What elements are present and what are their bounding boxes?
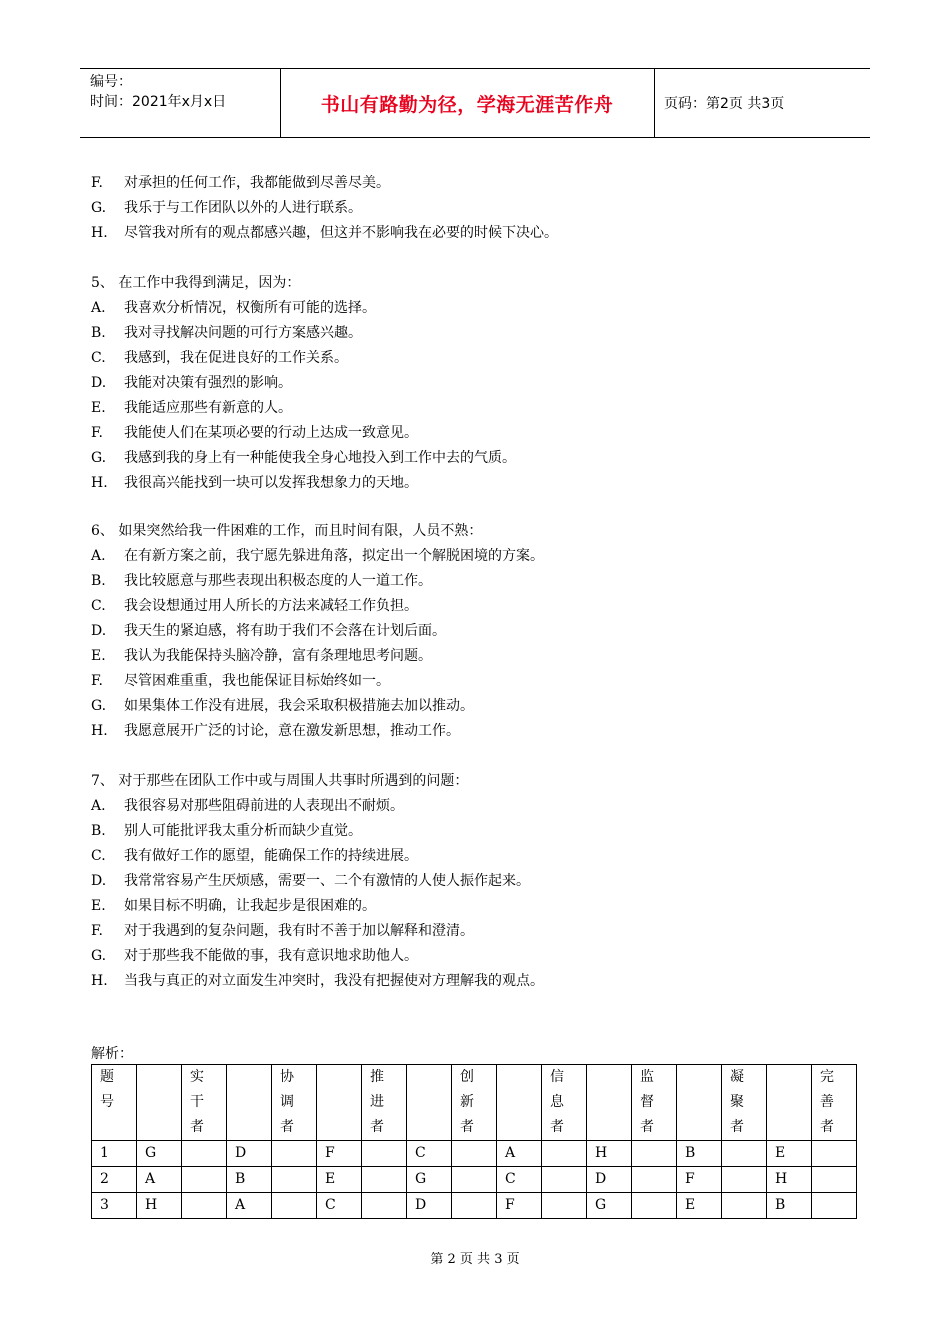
option-label: E. xyxy=(91,648,106,664)
option-line xyxy=(91,920,474,940)
option-label: F. xyxy=(91,425,103,441)
table-cell xyxy=(182,1141,227,1167)
table-cell xyxy=(812,1167,857,1193)
option-line xyxy=(91,447,516,467)
option-text: 对于那些我不能做的事，我有意识地求助他人。 xyxy=(124,948,418,964)
header-cell xyxy=(767,1065,812,1141)
header-text: 信息者 xyxy=(550,1069,564,1135)
option-line xyxy=(91,472,418,492)
option-line xyxy=(91,172,390,192)
option-label: C. xyxy=(91,350,106,366)
question-text: 5、 在工作中我得到满足，因为： xyxy=(91,275,301,291)
table-cell: C xyxy=(497,1167,542,1193)
table-cell: B xyxy=(227,1167,272,1193)
table-cell xyxy=(632,1193,677,1219)
table-cell xyxy=(182,1167,227,1193)
table-cell xyxy=(812,1141,857,1167)
table-cell: B xyxy=(677,1141,722,1167)
table-cell: E xyxy=(677,1193,722,1219)
table-cell xyxy=(542,1193,587,1219)
table-cell xyxy=(362,1193,407,1219)
option-text: 我愿意展开广泛的讨论，意在激发新思想，推动工作。 xyxy=(124,723,460,739)
option-text: 如果目标不明确，让我起步是很困难的。 xyxy=(124,898,376,914)
header-text: 监督者 xyxy=(640,1069,654,1135)
option-text: 别人可能批评我太重分析而缺少直觉。 xyxy=(124,823,362,839)
option-text: 我有做好工作的愿望，能确保工作的持续进展。 xyxy=(124,848,418,864)
table-cell xyxy=(542,1141,587,1167)
table-cell: C xyxy=(407,1141,452,1167)
table-cell: A xyxy=(227,1193,272,1219)
option-line xyxy=(91,795,404,815)
header-text: 推进者 xyxy=(370,1069,384,1135)
header-cell xyxy=(407,1065,452,1141)
option-line xyxy=(91,545,544,565)
table-cell: G xyxy=(407,1167,452,1193)
option-line xyxy=(91,397,292,417)
option-label: D. xyxy=(91,623,107,639)
option-line xyxy=(91,595,418,615)
table-row xyxy=(92,1167,857,1193)
option-line xyxy=(91,372,292,392)
table-cell xyxy=(362,1141,407,1167)
option-label: C. xyxy=(91,598,106,614)
header-cell xyxy=(542,1065,587,1141)
option-label: G. xyxy=(91,450,107,466)
option-label: A. xyxy=(91,300,106,316)
option-label: A. xyxy=(91,548,106,564)
option-text: 我能对决策有强烈的影响。 xyxy=(124,375,292,391)
option-line xyxy=(91,820,362,840)
option-label: G. xyxy=(91,698,107,714)
table-cell: F xyxy=(677,1167,722,1193)
header-cell xyxy=(722,1065,767,1141)
table-cell xyxy=(272,1141,317,1167)
table-cell: F xyxy=(497,1193,542,1219)
answer-table xyxy=(91,1064,857,1219)
table-cell: 1 xyxy=(92,1141,137,1167)
option-text: 尽管困难重重，我也能保证目标始终如一。 xyxy=(124,673,390,689)
time-label: 时间：2021年x月x日 xyxy=(90,94,227,110)
option-line xyxy=(91,945,418,965)
option-line xyxy=(91,570,432,590)
motto: 书山有路勤为径，学海无涯苦作舟 xyxy=(280,69,655,137)
option-line xyxy=(91,347,348,367)
option-label: F. xyxy=(91,673,103,689)
option-text: 我对寻找解决问题的可行方案感兴趣。 xyxy=(124,325,362,341)
table-cell xyxy=(452,1193,497,1219)
option-text: 我感到我的身上有一种能使我全身心地投入到工作中去的气质。 xyxy=(124,450,516,466)
option-line xyxy=(91,645,432,665)
header-cell xyxy=(137,1065,182,1141)
option-text: 当我与真正的对立面发生冲突时，我没有把握使对方理解我的观点。 xyxy=(124,973,544,989)
question-line xyxy=(91,770,468,790)
option-label: D. xyxy=(91,375,107,391)
option-text: 对承担的任何工作，我都能做到尽善尽美。 xyxy=(124,175,390,191)
option-label: F. xyxy=(91,175,103,191)
option-text: 我能使人们在某项必要的行动上达成一致意见。 xyxy=(124,425,418,441)
table-header-row xyxy=(92,1065,857,1141)
option-text: 我很高兴能找到一块可以发挥我想象力的天地。 xyxy=(124,475,418,491)
option-label: H. xyxy=(91,723,108,739)
header-cell xyxy=(182,1065,227,1141)
table-cell: E xyxy=(767,1141,812,1167)
page-footer: 第 2 页 共 3 页 xyxy=(430,1252,520,1267)
table-cell xyxy=(362,1167,407,1193)
option-label: E. xyxy=(91,400,106,416)
table-cell xyxy=(632,1141,677,1167)
option-text: 我感到，我在促进良好的工作关系。 xyxy=(124,350,348,366)
option-line xyxy=(91,620,446,640)
table-cell: H xyxy=(587,1141,632,1167)
table-cell: D xyxy=(587,1167,632,1193)
option-label: G. xyxy=(91,200,107,216)
option-label: A. xyxy=(91,798,106,814)
option-label: B. xyxy=(91,573,106,589)
table-cell: D xyxy=(227,1141,272,1167)
option-text: 对于我遇到的复杂问题，我有时不善于加以解释和澄清。 xyxy=(124,923,474,939)
table-cell: E xyxy=(317,1167,362,1193)
header-cell xyxy=(92,1065,137,1141)
option-line xyxy=(91,297,376,317)
header-cell xyxy=(812,1065,857,1141)
table-cell: G xyxy=(137,1141,182,1167)
table-cell: C xyxy=(317,1193,362,1219)
option-text: 我常常容易产生厌烦感，需要一、二个有激情的人使人振作起来。 xyxy=(124,873,530,889)
header-text: 完善者 xyxy=(820,1069,834,1135)
option-text: 在有新方案之前，我宁愿先躲进角落，拟定出一个解脱困境的方案。 xyxy=(124,548,544,564)
option-line xyxy=(91,895,376,915)
header-cell xyxy=(272,1065,317,1141)
header-text: 凝聚者 xyxy=(730,1069,744,1135)
option-line xyxy=(91,422,418,442)
header-text: 实干者 xyxy=(190,1069,204,1135)
header-text: 题号 xyxy=(100,1069,114,1110)
table-cell: 2 xyxy=(92,1167,137,1193)
question-line xyxy=(91,520,482,540)
option-line xyxy=(91,720,460,740)
option-label: H. xyxy=(91,475,108,491)
option-text: 如果集体工作没有进展，我会采取积极措施去加以推动。 xyxy=(124,698,474,714)
header-meta xyxy=(80,69,281,137)
table-row xyxy=(92,1141,857,1167)
header-cell xyxy=(227,1065,272,1141)
option-line xyxy=(91,322,362,342)
table-cell xyxy=(272,1167,317,1193)
header-cell xyxy=(452,1065,497,1141)
option-label: B. xyxy=(91,823,106,839)
option-label: C. xyxy=(91,848,106,864)
table-cell: 3 xyxy=(92,1193,137,1219)
number-label: 编号： xyxy=(90,74,132,90)
option-line xyxy=(91,670,390,690)
table-cell: A xyxy=(497,1141,542,1167)
option-line xyxy=(91,222,558,242)
option-line xyxy=(91,695,474,715)
table-cell xyxy=(812,1193,857,1219)
question-text: 7、 对于那些在团队工作中或与周围人共事时所遇到的问题： xyxy=(91,773,469,789)
option-label: H. xyxy=(91,973,108,989)
table-cell xyxy=(722,1193,767,1219)
table-cell: D xyxy=(407,1193,452,1219)
option-text: 我会设想通过用人所长的方法来减轻工作负担。 xyxy=(124,598,418,614)
option-text: 我很容易对那些阻碍前进的人表现出不耐烦。 xyxy=(124,798,404,814)
option-line xyxy=(91,970,544,990)
option-line xyxy=(91,197,362,217)
option-label: F. xyxy=(91,923,103,939)
header-cell xyxy=(497,1065,542,1141)
header-text: 创新者 xyxy=(460,1069,474,1135)
table-cell xyxy=(632,1167,677,1193)
page-label: 页码：第2页 共3页 xyxy=(664,96,785,112)
table-cell: G xyxy=(587,1193,632,1219)
page-header xyxy=(80,68,870,138)
option-label: H. xyxy=(91,225,108,241)
table-cell xyxy=(542,1167,587,1193)
option-text: 我乐于与工作团队以外的人进行联系。 xyxy=(124,200,362,216)
option-label: E. xyxy=(91,898,106,914)
header-cell xyxy=(362,1065,407,1141)
option-text: 我能适应那些有新意的人。 xyxy=(124,400,292,416)
table-cell xyxy=(452,1167,497,1193)
option-line xyxy=(91,845,418,865)
table-cell xyxy=(182,1193,227,1219)
table-cell: A xyxy=(137,1167,182,1193)
option-line xyxy=(91,870,530,890)
header-cell xyxy=(317,1065,362,1141)
option-text: 我喜欢分析情况，权衡所有可能的选择。 xyxy=(124,300,376,316)
table-caption: 解析： xyxy=(91,1046,133,1062)
header-text: 协调者 xyxy=(280,1069,294,1135)
option-text: 尽管我对所有的观点都感兴趣，但这并不影响我在必要的时候下决心。 xyxy=(124,225,558,241)
header-cell xyxy=(632,1065,677,1141)
option-label: G. xyxy=(91,948,107,964)
table-cell xyxy=(272,1193,317,1219)
option-text: 我认为我能保持头脑冷静，富有条理地思考问题。 xyxy=(124,648,432,664)
header-cell xyxy=(677,1065,722,1141)
option-label: B. xyxy=(91,325,106,341)
table-row xyxy=(92,1193,857,1219)
table-cell: B xyxy=(767,1193,812,1219)
table-cell: H xyxy=(767,1167,812,1193)
question-text: 6、 如果突然给我一件困难的工作，而且时间有限，人员不熟： xyxy=(91,523,483,539)
table-cell xyxy=(722,1141,767,1167)
table-cell: F xyxy=(317,1141,362,1167)
option-label: D. xyxy=(91,873,107,889)
question-line xyxy=(91,272,300,292)
option-text: 我天生的紧迫感，将有助于我们不会落在计划后面。 xyxy=(124,623,446,639)
header-cell xyxy=(587,1065,632,1141)
table-cell: H xyxy=(137,1193,182,1219)
table-cell xyxy=(722,1167,767,1193)
option-text: 我比较愿意与那些表现出积极态度的人一道工作。 xyxy=(124,573,432,589)
table-cell xyxy=(452,1141,497,1167)
